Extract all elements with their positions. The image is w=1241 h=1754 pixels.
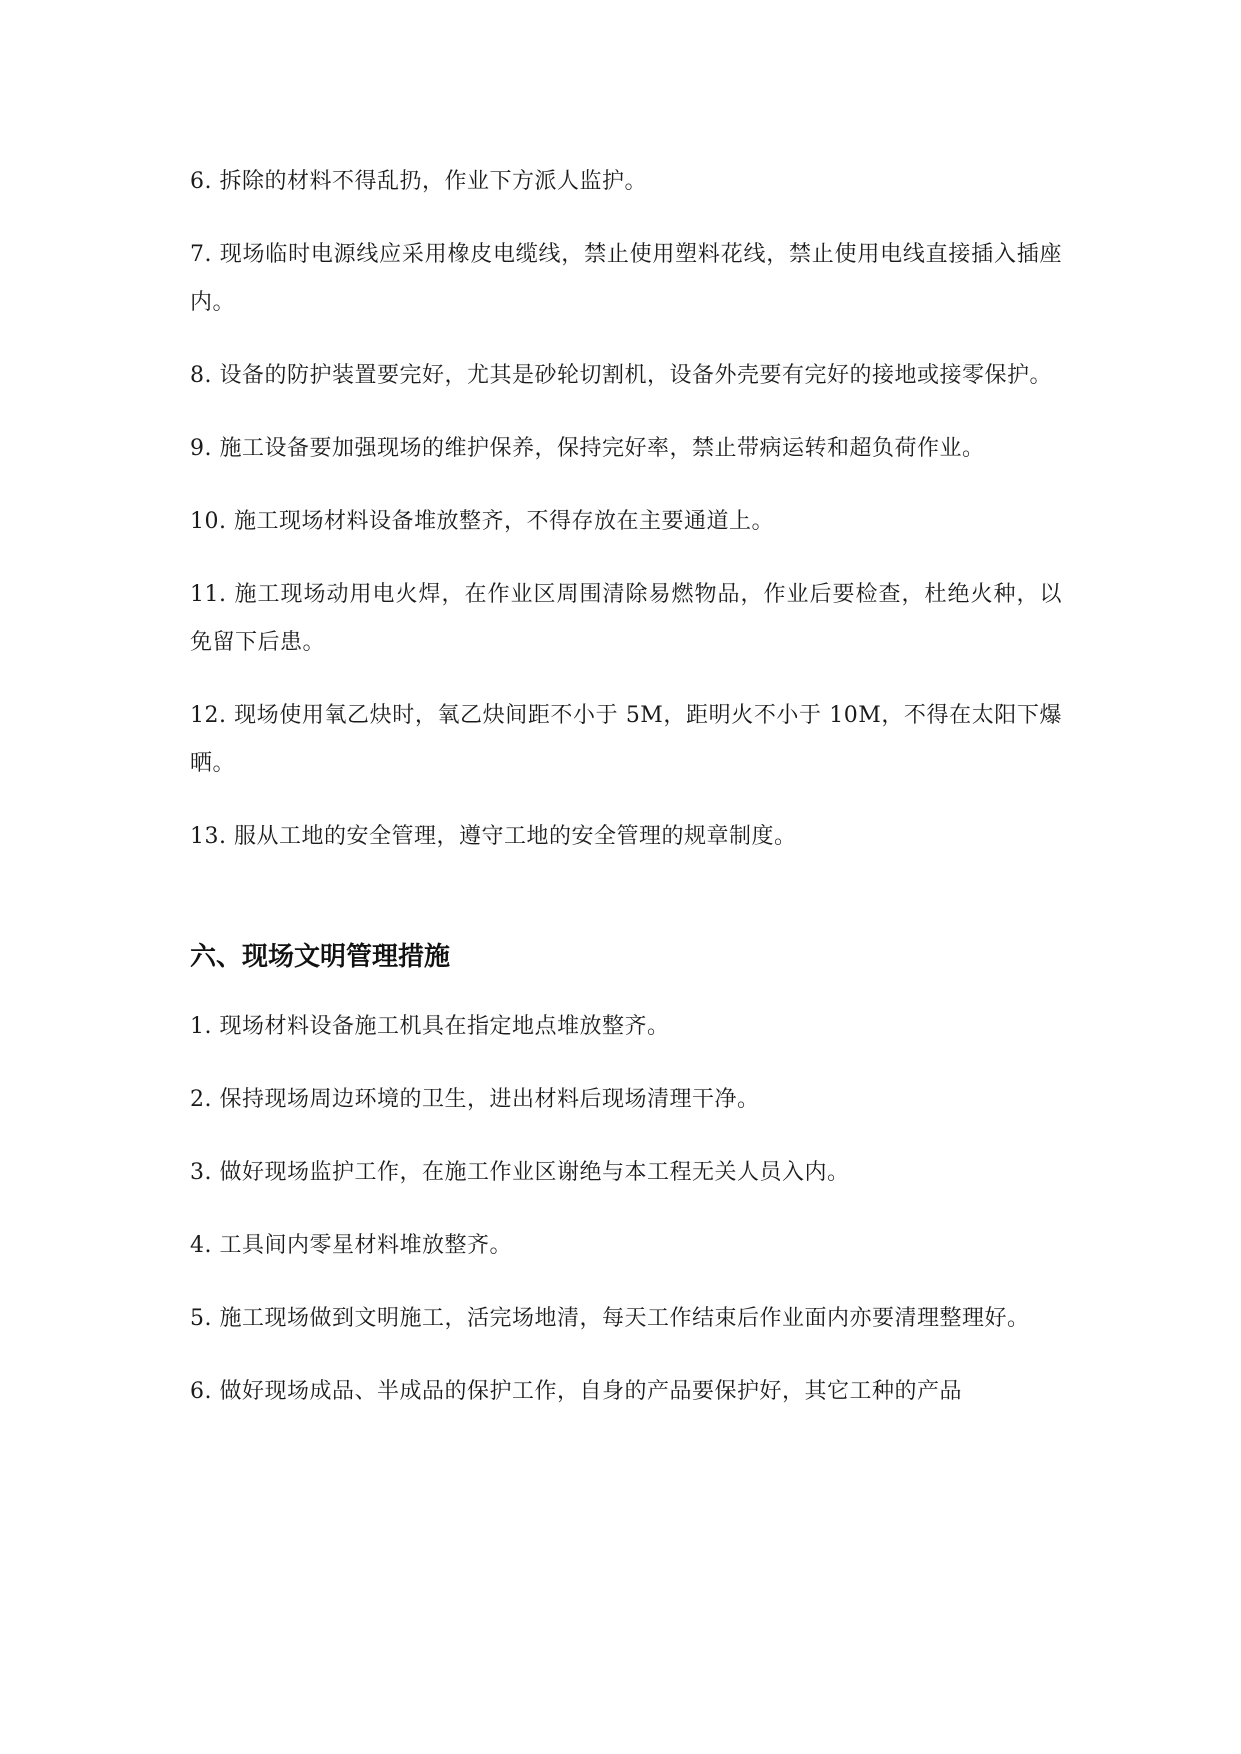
- safety-item-13: 13. 服从工地的安全管理，遵守工地的安全管理的规章制度。: [190, 824, 797, 849]
- civil-item-3: 3. 做好现场监护工作，在施工作业区谢绝与本工程无关人员入内。: [190, 1160, 850, 1185]
- civil-item-1: 1. 现场材料设备施工机具在指定地点堆放整齐。: [190, 1014, 670, 1039]
- safety-item-6: 6. 拆除的材料不得乱扔，作业下方派人监护。: [190, 169, 647, 194]
- safety-item-9: 9. 施工设备要加强现场的维护保养，保持完好率，禁止带病运转和超负荷作业。: [190, 436, 985, 461]
- safety-item-7: 7. 现场临时电源线应采用橡皮电缆线，禁止使用塑料花线，禁止使用电线直接插入插座内。: [190, 242, 1062, 315]
- safety-item-8: 8. 设备的防护装置要完好，尤其是砂轮切割机，设备外壳要有完好的接地或接零保护。: [190, 363, 1052, 388]
- civil-item-5: 5. 施工现场做到文明施工，活完场地清，每天工作结束后作业面内亦要清理整理好。: [190, 1306, 1030, 1331]
- safety-item-11: 11. 施工现场动用电火焊，在作业区周围清除易燃物品，作业后要检查，杜绝火种，以免留下后患。: [190, 582, 1062, 655]
- section-heading: 六、现场文明管理措施: [190, 942, 451, 972]
- civil-item-2: 2. 保持现场周边环境的卫生，进出材料后现场清理干净。: [190, 1087, 760, 1112]
- safety-item-12: 12. 现场使用氧乙炔时，氧乙炔间距不小于 5M，距明火不小于 10M，不得在太阳下爆晒。: [190, 703, 1062, 776]
- civil-item-4: 4. 工具间内零星材料堆放整齐。: [190, 1233, 512, 1258]
- civil-item-6: 6. 做好现场成品、半成品的保护工作，自身的产品要保护好，其它工种的产品: [190, 1379, 962, 1404]
- document-body: [190, 158, 1062, 1441]
- safety-item-10: 10. 施工现场材料设备堆放整齐，不得存放在主要通道上。: [190, 509, 774, 534]
